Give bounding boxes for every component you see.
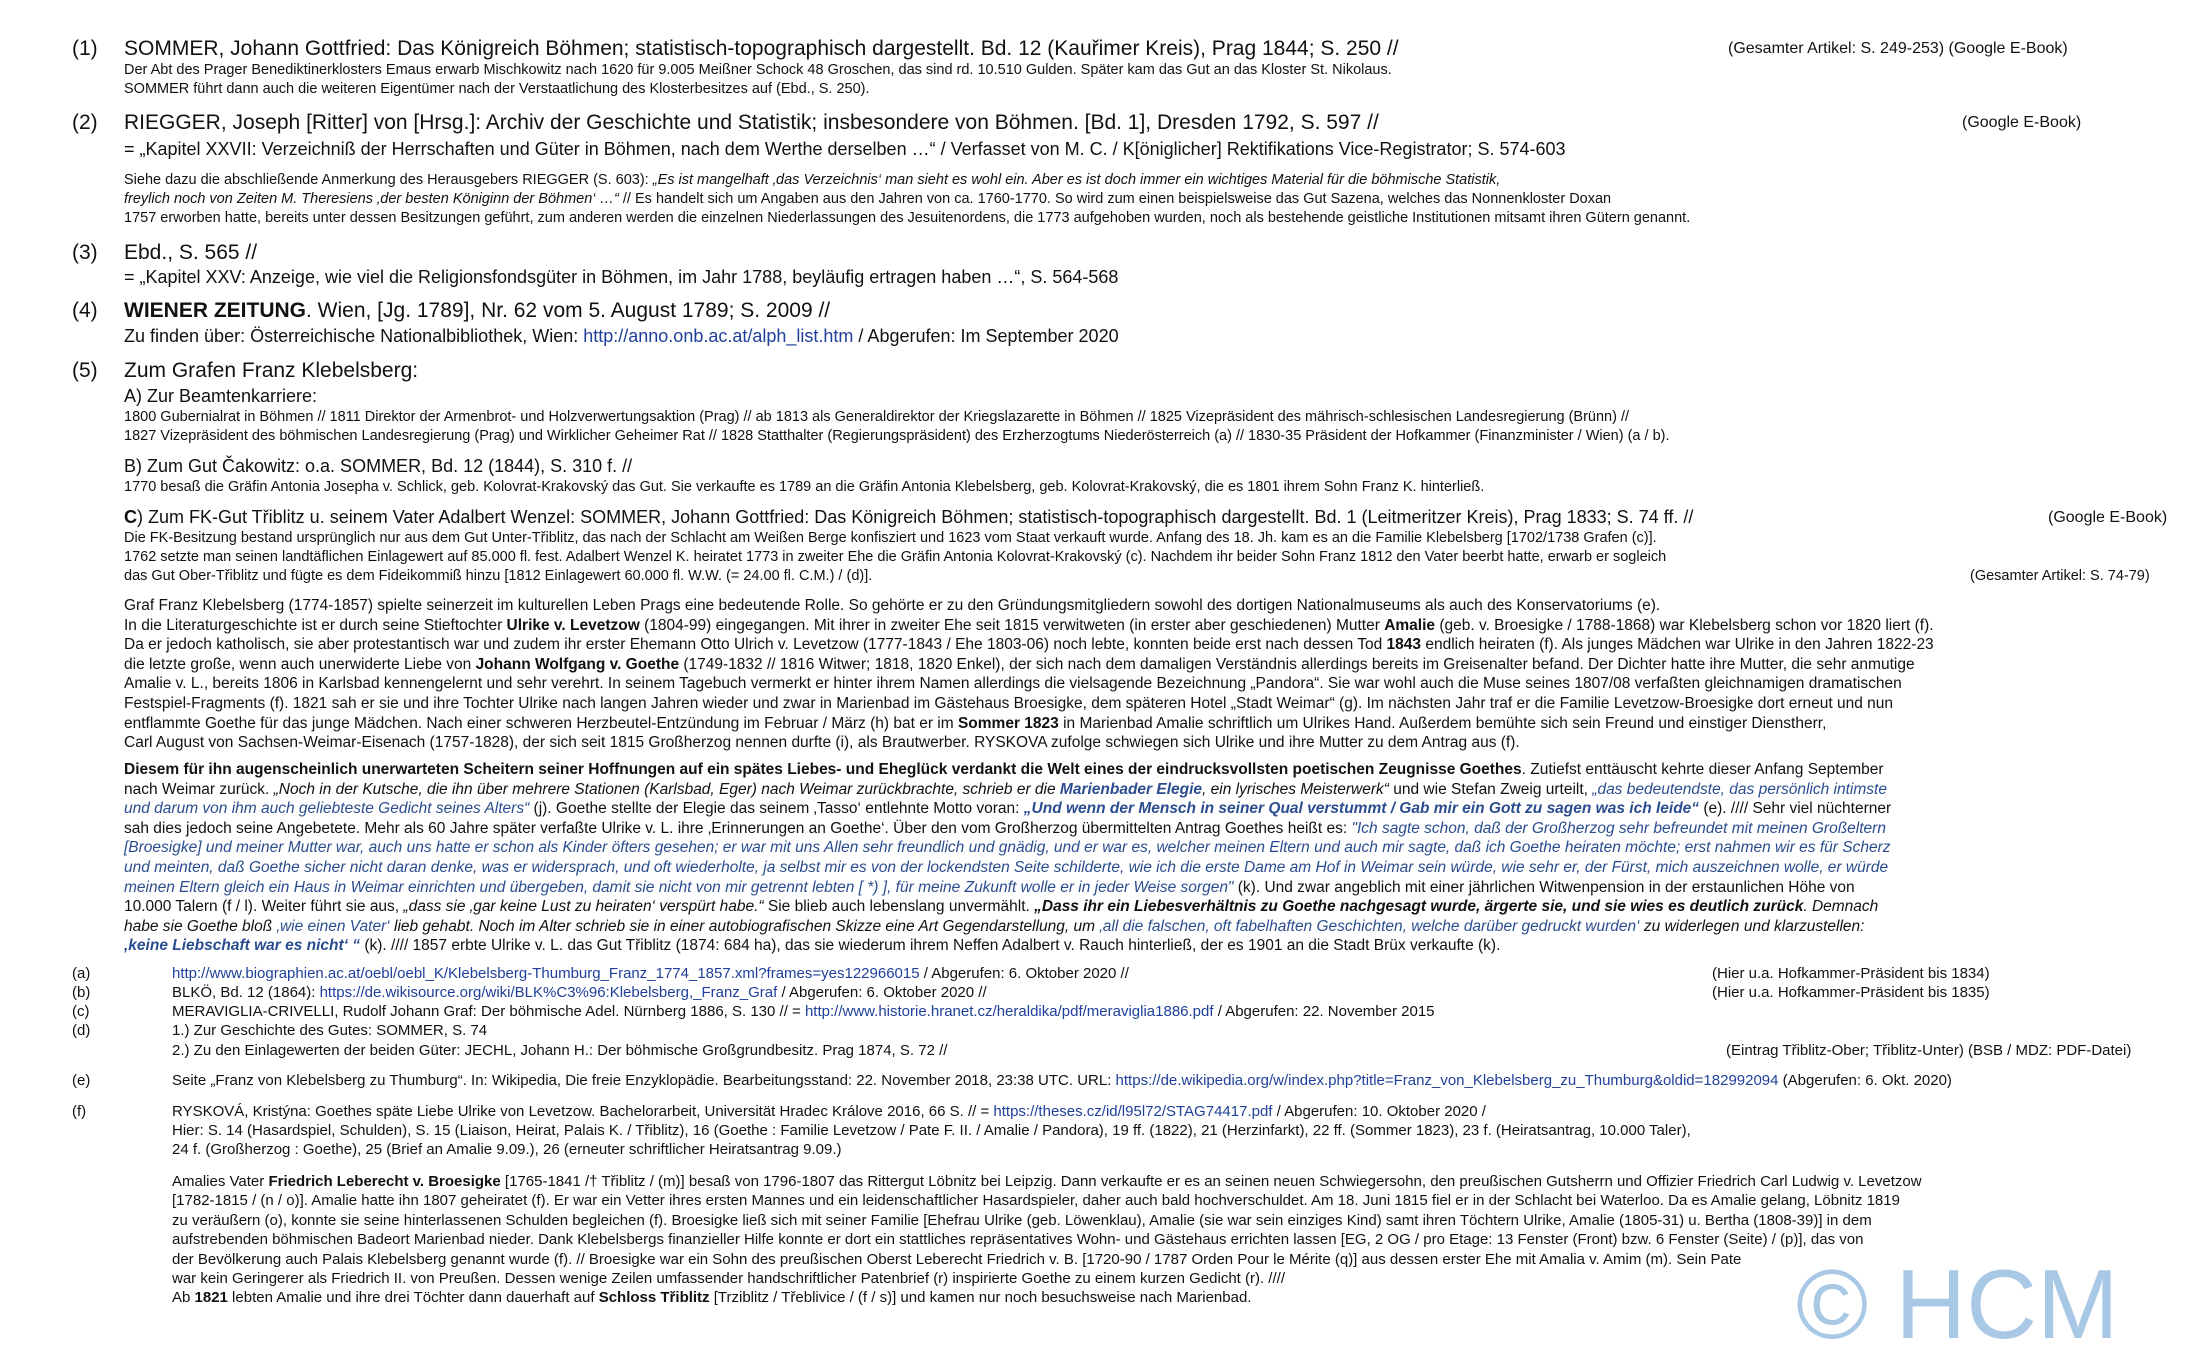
narrative-line: und darum von ihm auch geliebteste Gedicht seines Alters“ (j). Goethe stellte der Elegie das seinem ‚Tasso‘ entlehnte Motto voran: „Und wenn der Mensch in seiner Qual verstummt / Gab mir ein Gott zu sagen was ich leide“ (e). //// Sehr viel nüchterner <box>124 800 1892 818</box>
source-note: (Gesamter Artikel: S. 74-79) <box>1970 568 2150 584</box>
narrative-line: entflammte Goethe für das junge Mädchen. Nach einer schweren Herzbeutel-Entzündung im Februar / März (h) bat er im Sommer 1823 in Marienbad Amalie schriftlich um Ulrikes Hand. Außerdem bemühte sich sein Freund und einstiger Dienstherr, <box>124 714 1827 732</box>
entry-number: (2) <box>72 111 98 134</box>
narrative-line: Carl August von Sachsen-Weimar-Eisenach (1757-1828), der sich seit 1815 Großherzog nennen durfte (i), als Brautwerber. RYSKOVA zufolge schwiegen sich Ulrike und ihre Mutter zu dem Antrag aus (f). <box>124 734 1520 752</box>
anno-link[interactable]: http://anno.onb.ac.at/alph_list.htm <box>583 326 854 346</box>
section-text: 1762 setzte man seinen landtäflichen Einlagewert auf 85.000 fl. fest. Adalbert Wenzel K. heiratet 1773 in zweiter Ehe die Gräfin Antonia Kolovrat-Krakovský (c). Nachdem ihr beider Sohn Franz 1812 den Vater beerbt hatte, erwarb er sogleich <box>124 549 1667 565</box>
footnote-right-note: (Hier u.a. Hofkammer-Präsident bis 1835) <box>1712 984 1990 1001</box>
footnote-label: (d) <box>72 1022 91 1039</box>
section-letter: C <box>124 507 137 527</box>
entry-number: (3) <box>72 241 98 264</box>
section-text: Die FK-Besitzung bestand ursprünglich nur aus dem Gut Unter-Třiblitz, das nach der Schlacht am Weißen Berge konfisziert und 1623 vom Staat verkauft wurde. Anfang des 18. Jh. kam es an die Familie Klebelsberg [1702/1738 Grafen (c)]. <box>124 530 1657 546</box>
note-text: / Abgerufen: Im September 2020 <box>853 326 1119 346</box>
narrative-line: ‚keine Liebschaft war es nicht‘ “ (k). //// 1857 erbte Ulrike v. L. das Gut Třiblitz (1874: 684 ha), das sie wiederum ihrem Neffen Adalbert v. Rauch hinterließ, der es 1901 an die Stadt Brüx verkaufte (k). <box>124 937 1501 955</box>
footnote-label: (c) <box>72 1003 90 1020</box>
narrative-paragraph <box>124 760 1891 956</box>
entry-note <box>124 171 1500 190</box>
footnote-label: (a) <box>72 965 91 982</box>
paragraph-line: zu veräußern (o), konnte sie seine hinterlassenen Schulden begleichen (f). Broesigke ließ sich mit seiner Familie [Ehefrau Ulrike (geb. Löwenklau), Amalie (sie war sein einziges Kind) samt ihren Töchtern Ulrike, Amalie (1805-31) u. Bertha (1808-39)] in dem <box>172 1211 1872 1229</box>
footnote-label: (b) <box>72 984 91 1001</box>
entry-note: SOMMER führt dann auch die weiteren Eigentümer nach der Verstaatlichung des Klosterbesitzes auf (Ebd., S. 250). <box>124 81 870 97</box>
footnote-label: (f) <box>72 1103 87 1120</box>
entry-number: (5) <box>72 359 98 382</box>
paragraph-line: Ab 1821 lebten Amalie und ihre drei Töchter dann dauerhaft auf Schloss Třiblitz [Trziblitz / Třeblivice / (f / s)] und kamen nur noch besuchsweise nach Marienbad. <box>172 1289 1252 1307</box>
source-note: (Gesamter Artikel: S. 249-253) (Google E-Book) <box>1728 40 2068 57</box>
entry-subtitle: = „Kapitel XXVII: Verzeichniß der Herrschaften und Güter in Böhmen, nach dem Werthe derselben …“ / Verfasset von M. C. / K[öniglicher] Rektifikations Vice-Registrator; S. 574-603 <box>124 139 1566 159</box>
narrative-line: Diesem für ihn augenscheinlich unerwarteten Scheitern seiner Hoffnungen auf ein spätes Liebes- und Eheglück verdankt die Welt eines der eindrucksvollsten poetischen Zeugnisse Goethes. Zutiefst enttäuscht kehrte dieser Anfang September <box>124 761 1884 778</box>
footnote-body: http://www.biographien.ac.at/oebl/oebl_K/Klebelsberg-Thumburg_Franz_1774_1857.xml?frames=yes122966015 / Abgerufen: 6. Oktober 2020 // <box>172 965 1129 982</box>
paragraph-line: aufstrebenden böhmischen Badeort Marienbad nieder. Dank Klebelsbergs finanzieller Hilfe konnte er dort ein stattliches repräsentatives Wohn- und Gästehaus errichten lassen [EG, 2 OG / pro Etage: 13 Fenster (Front) bzw. 6 Fenster (Seite) / (p)], das von <box>172 1231 1864 1249</box>
source-note: (Google E-Book) <box>1962 114 2082 131</box>
narrative-line: Amalie v. L., bereits 1806 in Karlsbad kennengelernt und sehr verehrt. In seinem Tagebuch vermerkt er hinter ihrem Namen allerdings die vielsagende Bezeichnung „Pandora“. Sie war wohl auch die Muse seines 1807/08 verfaßten gleichnamigen dramatischen <box>124 675 1902 693</box>
note-text: // Es handelt sich um Angaben aus den Jahren von ca. 1760-1770. So wird zum einen beispielsweise das Gut Sazena, welches das Nonnenkloster Doxan <box>618 191 1612 207</box>
section-text: 1800 Gubernialrat in Böhmen // 1811 Direktor der Armenbrot- und Holzverwertungsaktion (Prag) // ab 1813 als Generaldirektor der Kriegslazarette in Böhmen // 1825 Vizepräsident des mährisch-schlesischen Landesregierung (Brünn) // <box>124 409 1630 425</box>
narrative-line: [Broesigke] und meiner Mutter war, auch uns hatte er schon als Kinder öfters gesehen; er war mit uns Allen sehr freundlich und gnädig, und er war es, welcher meinen Eltern und auch mir sagte, daß ich Goethe heiraten möchte; erst nahmen wir es für Scherz <box>124 839 1891 857</box>
narrative-paragraph <box>124 596 1934 753</box>
footnote-body: 24 f. (Großherzog : Goethe), 25 (Brief an Amalie 9.09.), 26 (erneuter schriftlicher Heiratsantrag 9.09.) <box>172 1141 842 1158</box>
entry-number: (1) <box>72 37 98 60</box>
section-text: 1770 besaß die Gräfin Antonia Josepha v. Schlick, geb. Kolovrat-Krakovský das Gut. Sie verkaufte es 1789 an die Gräfin Antonia Klebelsberg, geb. Kolovrat-Krakovský, die es 1801 ihrem Sohn Franz K. hinterließ. <box>124 479 1485 495</box>
quote-text: „Es ist mangelhaft ‚das Verzeichnis‘ man sieht es wohl ein. Aber es ist doch immer ein wichtiges Material für die böhmische Statistik, <box>652 172 1501 188</box>
entry-note <box>124 190 1611 209</box>
entry-subtitle: = „Kapitel XXV: Anzeige, wie viel die Religionsfondsgüter in Böhmen, im Jahr 1788, beyläufig ertragen haben …“, S. 564-568 <box>124 267 1119 287</box>
entry-title: RIEGGER, Joseph [Ritter] von [Hrsg.]: Archiv der Geschichte und Statistik; insbesondere von Böhmen. [Bd. 1], Dresden 1792, S. 597 // <box>124 111 1379 134</box>
narrative-line: habe sie Goethe bloß ‚wie einen Vater‘ lieb gehabt. Noch im Alter schrieb sie in einer autobiografischen Skizze eine Art Gegendarstellung, um ‚all die falschen, oft fabelhaften Geschichten, welche darüber gedruckt wurden‘ zu widerlegen und klarzustellen: <box>124 917 1865 935</box>
section-text: das Gut Ober-Třiblitz und fügte es dem Fideikommiß hinzu [1812 Einlagewert 60.000 fl. W.W. (= 24.00 fl. C.M.) / (d)]. <box>124 568 873 584</box>
footnote-link[interactable]: http://www.historie.hranet.cz/heraldika/pdf/meraviglia1886.pdf <box>804 1003 1214 1020</box>
footnote-body: RYSKOVÁ, Kristýna: Goethes späte Liebe Ulrike von Levetzow. Bachelorarbeit, Universität Hradec Králove 2016, 66 S. // = https://theses.cz/id/l95l72/STAG74417.pdf / Abgerufen: 10. Oktober 2020 / <box>172 1103 1486 1120</box>
paragraph-line: war kein Geringerer als Friedrich II. von Preußen. Dessen wenige Zeilen umfassender handschriftlicher Patenbrief (r) inspirierte Goethe zu einem kurzen Gedicht (r). //// <box>172 1270 1285 1288</box>
footnote-link[interactable]: https://de.wikisource.org/wiki/BLK%C3%96:Klebelsberg,_Franz_Graf <box>319 984 778 1001</box>
narrative-line: 10.000 Talern (f / l). Weiter führt sie aus, „dass sie ‚gar keine Lust zu heiraten‘ verspürt habe.“ Sie blieb auch lebenslang unvermählt. „Dass ihr ein Liebesverhältnis zu Goethe nachgesagt wurde, ärgerte sie, und sie wies es deutlich zurück. Demnach <box>124 898 1879 916</box>
footnote-body: BLKÖ, Bd. 12 (1864): https://de.wikisource.org/wiki/BLK%C3%96:Klebelsberg,_Franz_Graf / Abgerufen: 6. Oktober 2020 // <box>172 984 987 1001</box>
entry-note: Der Abt des Prager Benediktinerklosters Emaus erwarb Mischkowitz nach 1620 für 9.005 Meißner Schock 48 Groschen, das sind rd. 10.510 Gulden. Später kam das Gut an das Kloster St. Nikolaus. <box>124 62 1392 78</box>
footnote-body: 2.) Zu den Einlagewerten der beiden Güter: JECHL, Johann H.: Der böhmische Großgrundbesitz. Prag 1874, S. 72 // <box>172 1042 948 1059</box>
paragraph-line: [1782-1815 / (n / o)]. Amalie hatte ihn 1807 geheiratet (f). Er war ein Vetter ihres ersten Mannes und ein leidenschaftlicher Hasardspieler, daher auch bald hochverschuldet. Am 18. Juni 1815 fiel er in der Schlacht bei Waterloo. Da es Amalie gelang, Löbnitz 1819 <box>172 1192 1900 1210</box>
narrative-line: die letzte große, wenn auch unerwiderte Liebe von Johann Wolfgang v. Goethe (1749-1832 // 1816 Witwer; 1818, 1820 Enkel), der sich nach dem damaligen Verständnis allerdings bereits im Greisenalter befand. Der Dichter hatte ihre Mutter, die sehr anmutige <box>124 655 1915 673</box>
entry-title: SOMMER, Johann Gottfried: Das Königreich Böhmen; statistisch-topographisch dargestellt. Bd. 12 (Kauřimer Kreis), Prag 1844; S. 250 // <box>124 37 1399 60</box>
narrative-line: Festspiel-Fragments (f). 1821 sah er sie und ihre Tochter Ulrike nach langen Jahren wieder und zwar in Marienbad im Gästehaus Broesigke, dem späteren Hotel „Stadt Weimar“ (g). Im nächsten Jahr traf er die Familie Levetzow-Broesigke dort erneut und nun <box>124 694 1893 712</box>
paragraph-line: Amalies Vater Friedrich Leberecht v. Broesigke [1765-1841 /† Třiblitz / (m)] besaß von 1796-1807 das Rittergut Löbnitz bei Leipzig. Dann verkaufte er es an seinen neuen Schwiegersohn, den preußischen Gutsherrn und Offizier Friedrich Carl Ludwig v. Levetzow <box>172 1173 1922 1190</box>
footnote-right-note: (Eintrag Třiblitz-Ober; Třiblitz-Unter) (BSB / MDZ: PDF-Datei) <box>1726 1042 2132 1059</box>
narrative-line: sah dies jedoch seine Angebetete. Mehr als 60 Jahre später verfaßte Ulrike v. L. ihre ‚Erinnerungen an Goethe‘. Über den vom Großherzog übermittelten Antrag Goethes heißt es: "Ich sagte schon, daß der Großherzog sehr befreundet mit meinen Großeltern <box>124 819 1886 837</box>
entry-number: (4) <box>72 299 98 322</box>
paragraph-line: der Bevölkerung auch Palais Klebelsberg genannt wurde (f). // Broesigke war ein Sohn des preußischen Oberst Leberecht Friedrich v. B. [1720-90 / 1787 Orden Pour le Mérite (q)] aus dessen erster Ehe mit Amalia v. Amim (m). Sein Pate <box>172 1250 1742 1268</box>
footnote-body: 1.) Zur Geschichte des Gutes: SOMMER, S. 74 <box>172 1022 488 1039</box>
footnote-body: Seite „Franz von Klebelsberg zu Thumburg“. In: Wikipedia, Die freie Enzyklopädie. Bearbeitungsstand: 22. November 2018, 23:38 UTC. URL: https://de.wikipedia.org/w/index.php?title=Franz_von_Klebelsberg_zu_Thumburg&oldid=182992094 (Abgerufen: 6. Okt. 2020) <box>172 1072 1952 1089</box>
footnote-link[interactable]: https://de.wikipedia.org/w/index.php?title=Franz_von_Klebelsberg_zu_Thumburg&oldid=182992094 <box>1115 1072 1779 1089</box>
narrative-line: nach Weimar zurück. „Noch in der Kutsche, die ihn über mehrere Stationen (Karlsbad, Eger) nach Weimar zurückbrachte, schrieb er die Marienbader Elegie, ein lyrisches Meisterwerk“ und wie Stefan Zweig urteilt, „das bedeutendste, das persönlich intimste <box>124 780 1887 798</box>
narrative-line: meinen Eltern gleich ein Haus in Weimar einrichten und übergeben, damit sie nicht von mir getrennt lebten [ *) ], für meine Zukunft wolle er in jeder Weise sorgen" (k). Und zwar angeblich mit einer jährlichen Witwenpension in der erstaunlichen Höhe von <box>124 878 1855 896</box>
section-heading-text: ) Zum FK-Gut Třiblitz u. seinem Vater Adalbert Wenzel: SOMMER, Johann Gottfried: Das Königreich Böhmen; statistisch-topographisch dargestellt. Bd. 1 (Leitmeritzer Kreis), Prag 1833; S. 74 ff. // <box>137 507 1694 527</box>
footnote-link[interactable]: http://www.biographien.ac.at/oebl/oebl_K/Klebelsberg-Thumburg_Franz_1774_1857.xml?frames=yes122966015 <box>172 965 920 982</box>
footnote-link[interactable]: https://theses.cz/id/l95l72/STAG74417.pdf <box>993 1103 1273 1120</box>
entry-subtitle <box>124 325 1119 348</box>
footnote-body: Hier: S. 14 (Hasardspiel, Schulden), S. 15 (Liaison, Heirat, Palais K. / Třiblitz), 16 (Goethe : Familie Levetzow / Pate F. II. / Amalie / Pandora), 19 ff. (1822), 21 (Herzinfarkt), 22 ff. (Sommer 1823), 23 f. (Heiratsantrag, 10.000 Taler), <box>172 1122 1691 1139</box>
narrative-line: In die Literaturgeschichte ist er durch seine Stieftochter Ulrike v. Levetzow (1804-99) eingegangen. Mit ihrer in zweiter Ehe seit 1815 verwitweten (in erster aber geschiedenen) Mutter Amalie (geb. v. Broesigke / 1788-1868) war Klebelsberg schon vor 1820 liert (f). <box>124 616 1934 634</box>
entry-title-rest: . Wien, [Jg. 1789], Nr. 62 vom 5. August 1789; S. 2009 // <box>306 299 831 322</box>
source-note: (Google E-Book) <box>2048 509 2168 526</box>
section-heading-b: B) Zum Gut Čakowitz: o.a. SOMMER, Bd. 12 (1844), S. 310 f. // <box>124 456 633 476</box>
footnote-right-note: (Hier u.a. Hofkammer-Präsident bis 1834) <box>1712 965 1990 982</box>
footnote-label: (e) <box>72 1072 91 1089</box>
narrative-line: und meinten, daß Goethe sicher nicht daran denke, was er widersprach, und oft wiederholte, ja selbst mir es von der lockendsten Seite schilderte, wie ich die erste Dame am Hof in Weimar sein würde, wie sehr er, der Fürst, mich auszeichnen wolle, er würde <box>124 858 1889 876</box>
entry-title: Zum Grafen Franz Klebelsberg: <box>124 359 419 382</box>
section-heading-c <box>124 506 1693 529</box>
copyright-watermark: © HCM <box>1796 1249 2119 1359</box>
narrative-line: Da er jedoch katholisch, sie aber protestantisch war und zudem ihr erster Ehemann Otto Ulrich v. Levetzow (1777-1843 / Ehe 1803-06) noch lebte, konnten beide erst nach dessen Tod 1843 endlich heiraten (f). Als junges Mädchen war Ulrike in den Jahren 1822-23 <box>124 636 1934 654</box>
section-heading-a: A) Zur Beamtenkarriere: <box>124 386 318 406</box>
newspaper-name: WIENER ZEITUNG <box>124 299 306 322</box>
father-paragraph <box>172 1172 1922 1308</box>
quote-text: freylich noch von Zeiten M. Theresiens ‚der besten Königinn der Böhmen‘ …“ <box>124 191 619 207</box>
entry-title <box>124 298 830 324</box>
note-text: Zu finden über: Österreichische Nationalbibliothek, Wien: <box>124 326 584 346</box>
entry-title: Ebd., S. 565 // <box>124 241 258 264</box>
note-text: Siehe dazu die abschließende Anmerkung des Herausgebers RIEGGER (S. 603): <box>124 172 653 188</box>
entry-note: 1757 erworben hatte, bereits unter dessen Besitzungen geführt, zum anderen werden die einzelnen Niederlassungen des Jesuitenordens, die 1773 aufgehoben wurden, noch als bestehende geistliche Institutionen mitsamt ihren Gütern genannt. <box>124 210 1691 226</box>
footnote-body: MERAVIGLIA-CRIVELLI, Rudolf Johann Graf: Der böhmische Adel. Nürnberg 1886, S. 130 // = http://www.historie.hranet.cz/heraldika/pdf/meraviglia1886.pdf / Abgerufen: 22. November 2015 <box>172 1003 1435 1020</box>
section-text: 1827 Vizepräsident des böhmischen Landesregierung (Prag) und Wirklicher Geheimer Rat // 1828 Statthalter (Regierungspräsident) des Erzherzogtums Niederösterreich (a) // 1830-35 Präsident der Hofkammer (Finanzminister / Wien) (a / b). <box>124 428 1670 444</box>
narrative-line: Graf Franz Klebelsberg (1774-1857) spielte seinerzeit im kulturellen Leben Prags eine bedeutende Rolle. So gehörte er zu den Gründungsmitgliedern sowohl des dortigen Nationalmuseums als auch des Konservatoriums (e). <box>124 597 1661 614</box>
